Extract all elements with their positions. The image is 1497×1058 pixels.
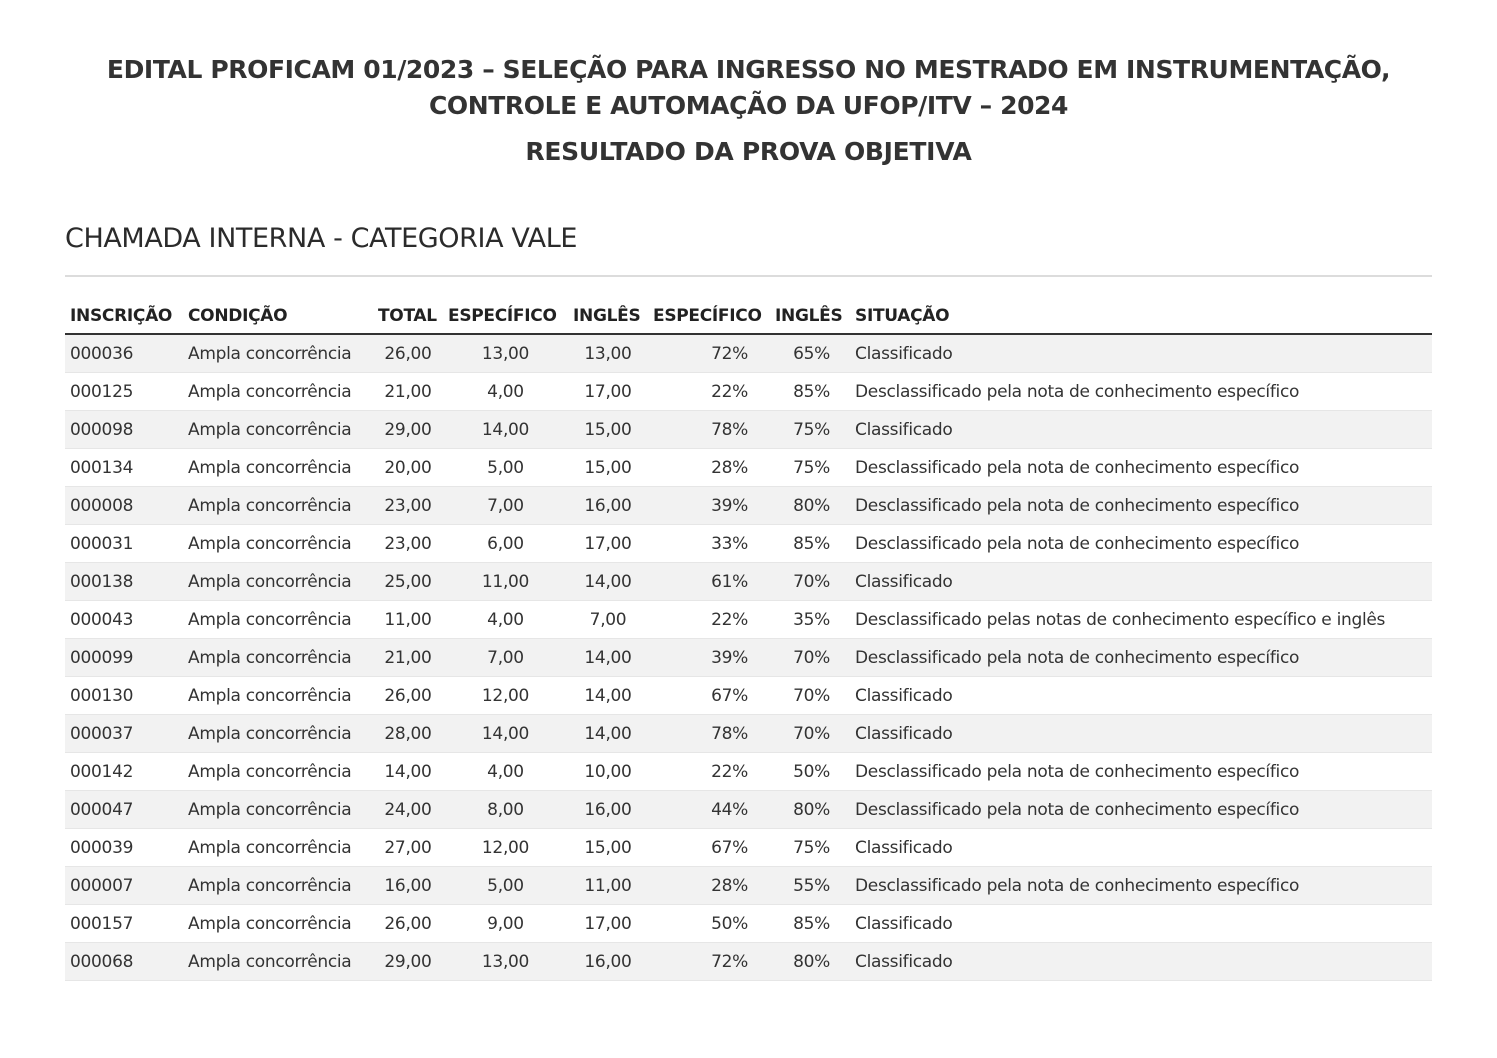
cell-condicao: Ampla concorrência bbox=[183, 753, 373, 791]
cell-total: 26,00 bbox=[373, 905, 443, 943]
cell-especifico-percentual: 67% bbox=[648, 677, 770, 715]
cell-ingles-nota: 16,00 bbox=[568, 487, 648, 525]
cell-inscricao: 000134 bbox=[65, 449, 183, 487]
cell-especifico-nota: 4,00 bbox=[443, 601, 568, 639]
cell-especifico-percentual: 28% bbox=[648, 867, 770, 905]
cell-ingles-nota: 16,00 bbox=[568, 943, 648, 981]
table-row bbox=[65, 525, 1432, 563]
cell-inscricao: 000031 bbox=[65, 525, 183, 563]
cell-ingles-percentual: 65% bbox=[770, 334, 850, 373]
cell-inscricao: 000007 bbox=[65, 867, 183, 905]
cell-especifico-percentual: 22% bbox=[648, 601, 770, 639]
cell-situacao: Desclassificado pela nota de conhecimento específico bbox=[850, 867, 1432, 905]
cell-situacao: Desclassificado pelas notas de conhecimento específico e inglês bbox=[850, 601, 1432, 639]
cell-total: 26,00 bbox=[373, 334, 443, 373]
cell-ingles-nota: 14,00 bbox=[568, 677, 648, 715]
table-header-row bbox=[65, 298, 1432, 334]
cell-ingles-percentual: 70% bbox=[770, 715, 850, 753]
table-row bbox=[65, 829, 1432, 867]
table-row bbox=[65, 753, 1432, 791]
cell-total: 16,00 bbox=[373, 867, 443, 905]
results-table-body bbox=[65, 334, 1432, 981]
cell-condicao: Ampla concorrência bbox=[183, 373, 373, 411]
cell-ingles-percentual: 85% bbox=[770, 525, 850, 563]
table-row bbox=[65, 905, 1432, 943]
cell-especifico-percentual: 28% bbox=[648, 449, 770, 487]
cell-condicao: Ampla concorrência bbox=[183, 715, 373, 753]
cell-especifico-nota: 12,00 bbox=[443, 829, 568, 867]
cell-especifico-percentual: 39% bbox=[648, 487, 770, 525]
cell-especifico-percentual: 78% bbox=[648, 411, 770, 449]
document-header bbox=[0, 52, 1497, 170]
cell-situacao: Classificado bbox=[850, 715, 1432, 753]
cell-inscricao: 000008 bbox=[65, 487, 183, 525]
cell-especifico-nota: 5,00 bbox=[443, 867, 568, 905]
cell-ingles-percentual: 80% bbox=[770, 943, 850, 981]
cell-ingles-nota: 15,00 bbox=[568, 829, 648, 867]
column-header-inscricao: INSCRIÇÃO bbox=[65, 298, 183, 334]
cell-condicao: Ampla concorrência bbox=[183, 943, 373, 981]
cell-inscricao: 000039 bbox=[65, 829, 183, 867]
cell-especifico-percentual: 44% bbox=[648, 791, 770, 829]
cell-total: 29,00 bbox=[373, 411, 443, 449]
cell-inscricao: 000125 bbox=[65, 373, 183, 411]
cell-ingles-nota: 11,00 bbox=[568, 867, 648, 905]
cell-ingles-nota: 13,00 bbox=[568, 334, 648, 373]
cell-inscricao: 000098 bbox=[65, 411, 183, 449]
cell-especifico-nota: 14,00 bbox=[443, 411, 568, 449]
cell-ingles-percentual: 70% bbox=[770, 563, 850, 601]
column-header-total: TOTAL bbox=[373, 298, 443, 334]
cell-inscricao: 000099 bbox=[65, 639, 183, 677]
cell-especifico-nota: 5,00 bbox=[443, 449, 568, 487]
table-row bbox=[65, 411, 1432, 449]
cell-ingles-percentual: 75% bbox=[770, 829, 850, 867]
column-header-especifico-percentual: ESPECÍFICO bbox=[648, 298, 770, 334]
cell-inscricao: 000068 bbox=[65, 943, 183, 981]
results-table bbox=[65, 298, 1432, 981]
cell-especifico-nota: 7,00 bbox=[443, 487, 568, 525]
table-row bbox=[65, 791, 1432, 829]
cell-ingles-nota: 14,00 bbox=[568, 639, 648, 677]
document-subtitle: RESULTADO DA PROVA OBJETIVA bbox=[525, 137, 972, 166]
cell-situacao: Desclassificado pela nota de conhecimento específico bbox=[850, 487, 1432, 525]
cell-total: 26,00 bbox=[373, 677, 443, 715]
cell-ingles-percentual: 85% bbox=[770, 373, 850, 411]
cell-especifico-nota: 8,00 bbox=[443, 791, 568, 829]
cell-situacao: Desclassificado pela nota de conhecimento específico bbox=[850, 753, 1432, 791]
cell-especifico-percentual: 50% bbox=[648, 905, 770, 943]
cell-inscricao: 000142 bbox=[65, 753, 183, 791]
cell-total: 28,00 bbox=[373, 715, 443, 753]
cell-especifico-percentual: 39% bbox=[648, 639, 770, 677]
cell-especifico-nota: 6,00 bbox=[443, 525, 568, 563]
table-row bbox=[65, 563, 1432, 601]
cell-situacao: Desclassificado pela nota de conhecimento específico bbox=[850, 791, 1432, 829]
cell-especifico-percentual: 72% bbox=[648, 943, 770, 981]
cell-especifico-percentual: 33% bbox=[648, 525, 770, 563]
cell-situacao: Classificado bbox=[850, 563, 1432, 601]
cell-ingles-percentual: 55% bbox=[770, 867, 850, 905]
cell-total: 23,00 bbox=[373, 525, 443, 563]
cell-situacao: Classificado bbox=[850, 411, 1432, 449]
cell-especifico-percentual: 22% bbox=[648, 373, 770, 411]
cell-ingles-percentual: 70% bbox=[770, 677, 850, 715]
cell-ingles-percentual: 50% bbox=[770, 753, 850, 791]
cell-total: 20,00 bbox=[373, 449, 443, 487]
cell-situacao: Classificado bbox=[850, 677, 1432, 715]
table-row bbox=[65, 715, 1432, 753]
cell-especifico-percentual: 22% bbox=[648, 753, 770, 791]
cell-situacao: Desclassificado pela nota de conhecimento específico bbox=[850, 525, 1432, 563]
cell-ingles-nota: 14,00 bbox=[568, 715, 648, 753]
cell-condicao: Ampla concorrência bbox=[183, 411, 373, 449]
cell-ingles-percentual: 80% bbox=[770, 791, 850, 829]
cell-condicao: Ampla concorrência bbox=[183, 905, 373, 943]
cell-inscricao: 000043 bbox=[65, 601, 183, 639]
cell-total: 29,00 bbox=[373, 943, 443, 981]
cell-especifico-nota: 12,00 bbox=[443, 677, 568, 715]
cell-inscricao: 000130 bbox=[65, 677, 183, 715]
cell-condicao: Ampla concorrência bbox=[183, 525, 373, 563]
table-row bbox=[65, 449, 1432, 487]
cell-ingles-percentual: 85% bbox=[770, 905, 850, 943]
cell-situacao: Desclassificado pela nota de conhecimento específico bbox=[850, 639, 1432, 677]
cell-condicao: Ampla concorrência bbox=[183, 867, 373, 905]
cell-ingles-percentual: 70% bbox=[770, 639, 850, 677]
cell-especifico-percentual: 78% bbox=[648, 715, 770, 753]
cell-especifico-nota: 4,00 bbox=[443, 753, 568, 791]
column-header-ingles-nota: INGLÊS bbox=[568, 298, 648, 334]
cell-total: 11,00 bbox=[373, 601, 443, 639]
cell-ingles-nota: 17,00 bbox=[568, 373, 648, 411]
column-header-ingles-percentual: INGLÊS bbox=[770, 298, 850, 334]
table-row bbox=[65, 943, 1432, 981]
cell-situacao: Classificado bbox=[850, 334, 1432, 373]
cell-ingles-percentual: 75% bbox=[770, 449, 850, 487]
table-row bbox=[65, 487, 1432, 525]
cell-condicao: Ampla concorrência bbox=[183, 449, 373, 487]
cell-especifico-percentual: 72% bbox=[648, 334, 770, 373]
cell-condicao: Ampla concorrência bbox=[183, 563, 373, 601]
cell-especifico-nota: 11,00 bbox=[443, 563, 568, 601]
cell-total: 27,00 bbox=[373, 829, 443, 867]
cell-ingles-percentual: 80% bbox=[770, 487, 850, 525]
cell-inscricao: 000036 bbox=[65, 334, 183, 373]
cell-total: 21,00 bbox=[373, 639, 443, 677]
cell-total: 25,00 bbox=[373, 563, 443, 601]
cell-ingles-percentual: 35% bbox=[770, 601, 850, 639]
cell-ingles-nota: 10,00 bbox=[568, 753, 648, 791]
cell-inscricao: 000157 bbox=[65, 905, 183, 943]
cell-especifico-nota: 4,00 bbox=[443, 373, 568, 411]
cell-especifico-nota: 7,00 bbox=[443, 639, 568, 677]
cell-situacao: Desclassificado pela nota de conhecimento específico bbox=[850, 373, 1432, 411]
cell-ingles-nota: 16,00 bbox=[568, 791, 648, 829]
column-header-condicao: CONDIÇÃO bbox=[183, 298, 373, 334]
cell-especifico-percentual: 67% bbox=[648, 829, 770, 867]
cell-condicao: Ampla concorrência bbox=[183, 334, 373, 373]
table-row bbox=[65, 334, 1432, 373]
cell-especifico-nota: 14,00 bbox=[443, 715, 568, 753]
document-title-line-2: CONTROLE E AUTOMAÇÃO DA UFOP/ITV – 2024 bbox=[428, 91, 1069, 120]
cell-ingles-percentual: 75% bbox=[770, 411, 850, 449]
table-row bbox=[65, 601, 1432, 639]
cell-total: 23,00 bbox=[373, 487, 443, 525]
cell-situacao: Classificado bbox=[850, 905, 1432, 943]
cell-condicao: Ampla concorrência bbox=[183, 791, 373, 829]
cell-condicao: Ampla concorrência bbox=[183, 487, 373, 525]
cell-inscricao: 000037 bbox=[65, 715, 183, 753]
cell-inscricao: 000047 bbox=[65, 791, 183, 829]
table-row bbox=[65, 677, 1432, 715]
cell-inscricao: 000138 bbox=[65, 563, 183, 601]
cell-condicao: Ampla concorrência bbox=[183, 601, 373, 639]
cell-total: 24,00 bbox=[373, 791, 443, 829]
cell-especifico-nota: 13,00 bbox=[443, 943, 568, 981]
document-title-line-1: EDITAL PROFICAM 01/2023 – SELEÇÃO PARA INGRESSO NO MESTRADO EM INSTRUMENTAÇÃO, bbox=[106, 55, 1391, 84]
cell-especifico-nota: 13,00 bbox=[443, 334, 568, 373]
cell-condicao: Ampla concorrência bbox=[183, 829, 373, 867]
cell-situacao: Classificado bbox=[850, 943, 1432, 981]
cell-ingles-nota: 15,00 bbox=[568, 411, 648, 449]
cell-ingles-nota: 17,00 bbox=[568, 525, 648, 563]
cell-condicao: Ampla concorrência bbox=[183, 677, 373, 715]
cell-condicao: Ampla concorrência bbox=[183, 639, 373, 677]
cell-total: 21,00 bbox=[373, 373, 443, 411]
table-row bbox=[65, 867, 1432, 905]
cell-ingles-nota: 14,00 bbox=[568, 563, 648, 601]
cell-total: 14,00 bbox=[373, 753, 443, 791]
column-header-especifico-nota: ESPECÍFICO bbox=[443, 298, 568, 334]
section-title: CHAMADA INTERNA - CATEGORIA VALE bbox=[65, 223, 578, 254]
cell-especifico-percentual: 61% bbox=[648, 563, 770, 601]
column-header-situacao: SITUAÇÃO bbox=[850, 298, 1432, 334]
table-row bbox=[65, 373, 1432, 411]
cell-ingles-nota: 17,00 bbox=[568, 905, 648, 943]
cell-especifico-nota: 9,00 bbox=[443, 905, 568, 943]
table-row bbox=[65, 639, 1432, 677]
cell-situacao: Desclassificado pela nota de conhecimento específico bbox=[850, 449, 1432, 487]
cell-ingles-nota: 7,00 bbox=[568, 601, 648, 639]
cell-situacao: Classificado bbox=[850, 829, 1432, 867]
cell-ingles-nota: 15,00 bbox=[568, 449, 648, 487]
section-divider bbox=[65, 275, 1432, 277]
